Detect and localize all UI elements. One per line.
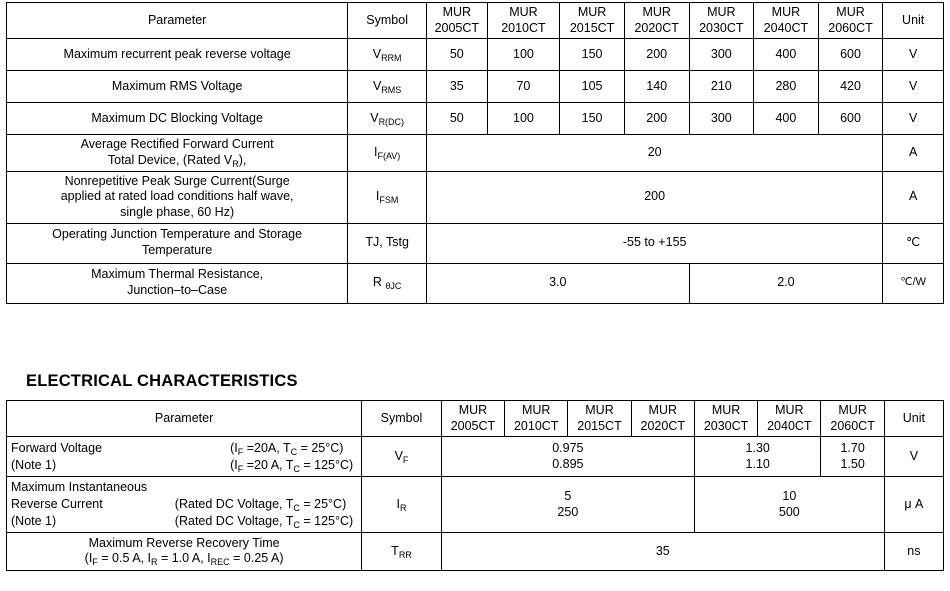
column-header-device-2030ct: MUR 2030CT	[689, 3, 754, 39]
table-row	[7, 103, 944, 135]
unit-vrrm: V	[883, 39, 944, 71]
table-row	[7, 532, 944, 570]
symbol-reverse-recovery-time: $T_{RR}$	[362, 532, 442, 570]
table-row	[7, 71, 944, 103]
value-vrms-2020ct: 140	[624, 71, 689, 103]
value-vrdc-2010ct: 100	[487, 103, 560, 135]
value-vrdc-2015ct: 150	[560, 103, 625, 135]
unit-forward-voltage: V	[884, 437, 943, 477]
value-ifsm-all: 200	[427, 171, 883, 223]
value-thermal-resistance-high: 2.0	[689, 263, 883, 303]
value-vrrm-2020ct: 200	[624, 39, 689, 71]
column-header-device-2020ct: MUR 2020CT	[631, 401, 694, 437]
table-row	[7, 263, 944, 303]
column-header-symbol: Symbol	[348, 3, 427, 39]
symbol-reverse-current: $I_R$	[362, 477, 442, 533]
symbol-junction-temp: TJ, Tstg	[348, 223, 427, 263]
value-junction-temp-all: -55 to +155	[427, 223, 883, 263]
value-vrdc-2005ct: 50	[427, 103, 488, 135]
table-row	[7, 223, 944, 263]
column-header-device-2040ct: MUR 2040CT	[758, 401, 821, 437]
table-row	[7, 171, 944, 223]
column-header-device-2020ct: MUR 2020CT	[624, 3, 689, 39]
maximum-ratings-table	[6, 2, 944, 304]
column-header-unit: Unit	[883, 3, 944, 39]
symbol-ifav: $I_{F(AV)}$	[348, 135, 427, 171]
column-header-device-2005ct: MUR 2005CT	[427, 3, 488, 39]
value-vrrm-2010ct: 100	[487, 39, 560, 71]
column-header-device-2005ct: MUR 2005CT	[441, 401, 504, 437]
table-row	[7, 437, 944, 477]
value-reverse-recovery-time-all: 35	[441, 532, 884, 570]
electrical-characteristics-heading: ELECTRICAL CHARACTERISTICS	[26, 372, 298, 390]
table-row	[7, 477, 944, 533]
parameter-ifav: Average Rectified Forward Current Total Device, (Rated $V_R$),	[7, 135, 348, 171]
column-header-device-2015ct: MUR 2015CT	[560, 3, 625, 39]
parameter-ifsm: Nonrepetitive Peak Surge Current(Surge applied at rated load conditions half wave, single phase, 60 Hz)	[7, 171, 348, 223]
parameter-reverse-current: Maximum Instantaneous Reverse Current (Note 1) (Rated DC Voltage, $T_C = 25^\circ C$) (Rated DC Voltage, $T_C = 125^\circ C$)	[7, 477, 362, 533]
column-header-symbol: Symbol	[362, 401, 442, 437]
unit-ifav: A	[883, 135, 944, 171]
value-vrdc-2040ct: 400	[754, 103, 819, 135]
symbol-vrrm: $V_{RRM}$	[348, 39, 427, 71]
value-vrdc-2030ct: 300	[689, 103, 754, 135]
value-vrrm-2005ct: 50	[427, 39, 488, 71]
column-header-device-2010ct: MUR 2010CT	[487, 3, 560, 39]
symbol-thermal-resistance: R $_{\theta JC}$	[348, 263, 427, 303]
symbol-vrms: $V_{RMS}$	[348, 71, 427, 103]
value-vrrm-2040ct: 400	[754, 39, 819, 71]
unit-vrdc: V	[883, 103, 944, 135]
table-header-row	[7, 401, 944, 437]
table-header-row	[7, 3, 944, 39]
column-header-parameter: Parameter	[7, 401, 362, 437]
table-row	[7, 39, 944, 71]
parameter-junction-temp: Operating Junction Temperature and Storage Temperature	[7, 223, 348, 263]
parameter-reverse-recovery-time: Maximum Reverse Recovery Time ($I_F = 0.5$ A, $I_R = 1.0$ A, $I_{REC} = 0.25$ A)	[7, 532, 362, 570]
value-vrms-2060ct: 420	[818, 71, 883, 103]
column-header-device-2030ct: MUR 2030CT	[694, 401, 757, 437]
unit-reverse-current: μ A	[884, 477, 943, 533]
unit-thermal-resistance: ℃/W	[883, 263, 944, 303]
value-ifav-all: 20	[427, 135, 883, 171]
value-vrms-2030ct: 210	[689, 71, 754, 103]
symbol-ifsm: $I_{FSM}$	[348, 171, 427, 223]
column-header-device-2010ct: MUR 2010CT	[505, 401, 568, 437]
unit-ifsm: A	[883, 171, 944, 223]
value-vrdc-2020ct: 200	[624, 103, 689, 135]
value-vrms-2010ct: 70	[487, 71, 560, 103]
column-header-parameter: Parameter	[7, 3, 348, 39]
unit-junction-temp: ℃	[883, 223, 944, 263]
column-header-device-2040ct: MUR 2040CT	[754, 3, 819, 39]
value-forward-voltage-group-2: 1.30 1.10	[694, 437, 821, 477]
column-header-device-2060ct: MUR 2060CT	[821, 401, 884, 437]
table-row	[7, 135, 944, 171]
value-vrdc-2060ct: 600	[818, 103, 883, 135]
value-forward-voltage-group-1: 0.975 0.895	[441, 437, 694, 477]
value-vrms-2040ct: 280	[754, 71, 819, 103]
value-reverse-current-group-2: 10 500	[694, 477, 884, 533]
value-forward-voltage-group-3: 1.70 1.50	[821, 437, 884, 477]
symbol-forward-voltage: $V_F$	[362, 437, 442, 477]
value-vrrm-2060ct: 600	[818, 39, 883, 71]
value-thermal-resistance-low: 3.0	[427, 263, 689, 303]
unit-reverse-recovery-time: ns	[884, 532, 943, 570]
parameter-vrdc: Maximum DC Blocking Voltage	[7, 103, 348, 135]
column-header-device-2060ct: MUR 2060CT	[818, 3, 883, 39]
column-header-unit: Unit	[884, 401, 943, 437]
parameter-forward-voltage: Forward Voltage (Note 1) ($I_F =20A$, $T_C = 25^\circ C$) ($I_F =20$ A, $T_C = 125^\circ C$)	[7, 437, 362, 477]
parameter-thermal-resistance: Maximum Thermal Resistance, Junction–to–Case	[7, 263, 348, 303]
value-vrms-2005ct: 35	[427, 71, 488, 103]
parameter-vrms: Maximum RMS Voltage	[7, 71, 348, 103]
value-reverse-current-group-1: 5 250	[441, 477, 694, 533]
value-vrms-2015ct: 105	[560, 71, 625, 103]
value-vrrm-2015ct: 150	[560, 39, 625, 71]
electrical-characteristics-table	[6, 400, 944, 571]
unit-vrms: V	[883, 71, 944, 103]
value-vrrm-2030ct: 300	[689, 39, 754, 71]
parameter-vrrm: Maximum recurrent peak reverse voltage	[7, 39, 348, 71]
column-header-device-2015ct: MUR 2015CT	[568, 401, 631, 437]
symbol-vrdc: $V_{R(DC)}$	[348, 103, 427, 135]
